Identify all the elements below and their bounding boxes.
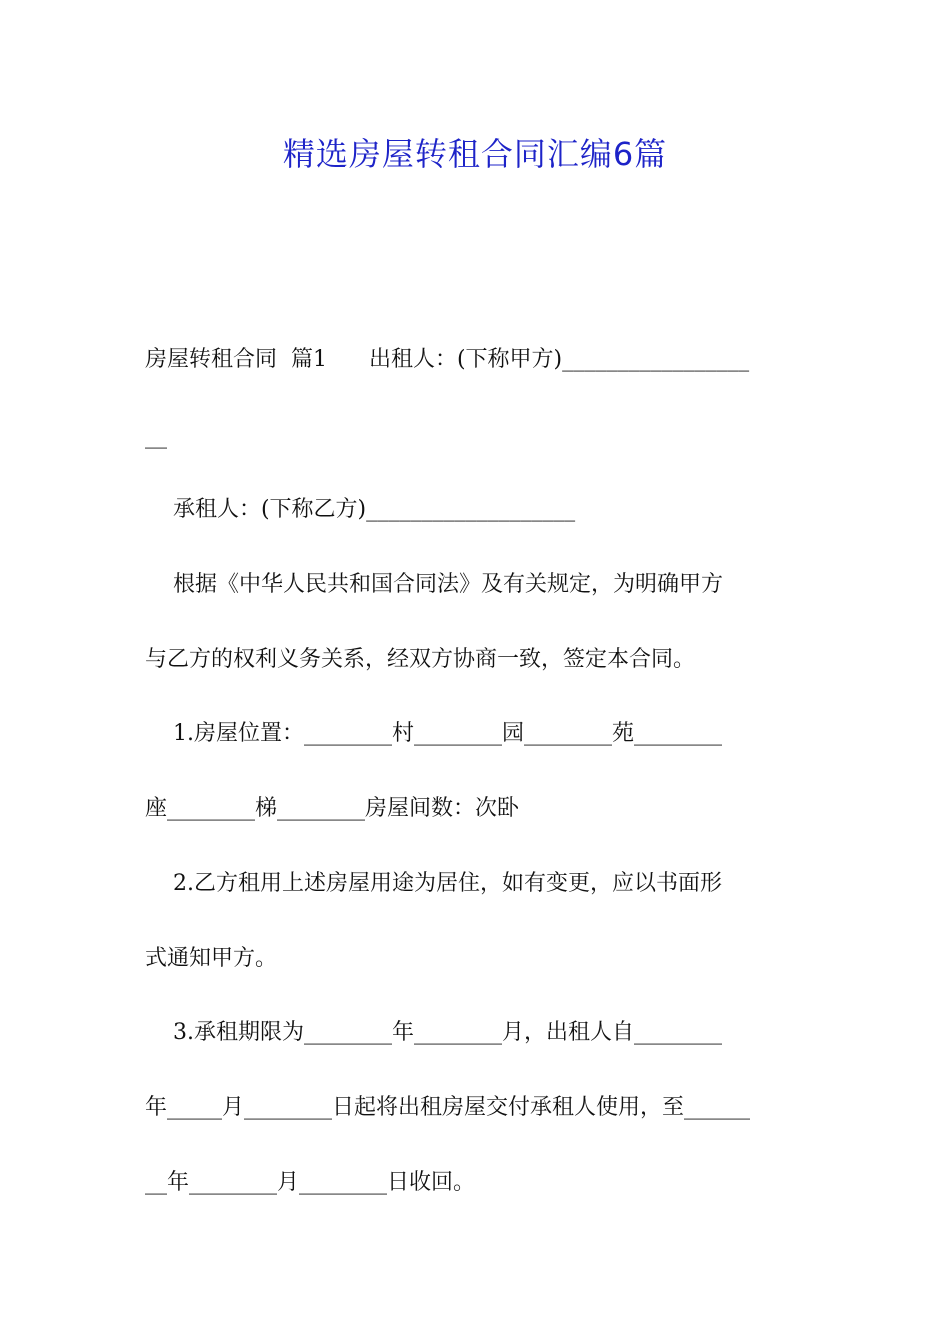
contract-line-basis-cont: 与乙方的权利义务关系，经双方协商一致，签定本合同。 (145, 647, 696, 672)
contract-line-clause-1-cont: 座________梯________房屋间数：次卧 (145, 796, 520, 821)
contract-line-clause-2-cont: 式通知甲方。 (145, 946, 278, 971)
contract-line-lessor-cont: __ (145, 424, 167, 449)
contract-line-clause-3: 3.承租期限为________年________月，出租人自________ (145, 1020, 722, 1045)
contract-line-clause-1: 1.房屋位置：________村________园________苑________ (145, 721, 722, 746)
contract-line-lessor: 房屋转租合同 篇1 出租人：(下称甲方)_________________ (145, 347, 750, 372)
contract-line-clause-3-end: __年________月________日收回。 (145, 1170, 476, 1195)
contract-line-clause-2: 2.乙方租用上述房屋用途为居住，如有变更，应以书面形 (145, 871, 722, 896)
contract-line-lessee: 承租人：(下称乙方)___________________ (145, 497, 576, 522)
contract-line-clause-3-cont: 年_____月________日起将出租房屋交付承租人使用，至______ (145, 1095, 751, 1120)
contract-line-basis: 根据《中华人民共和国合同法》及有关规定，为明确甲方 (145, 572, 723, 597)
document-title: 精选房屋转租合同汇编6篇 (282, 135, 668, 173)
